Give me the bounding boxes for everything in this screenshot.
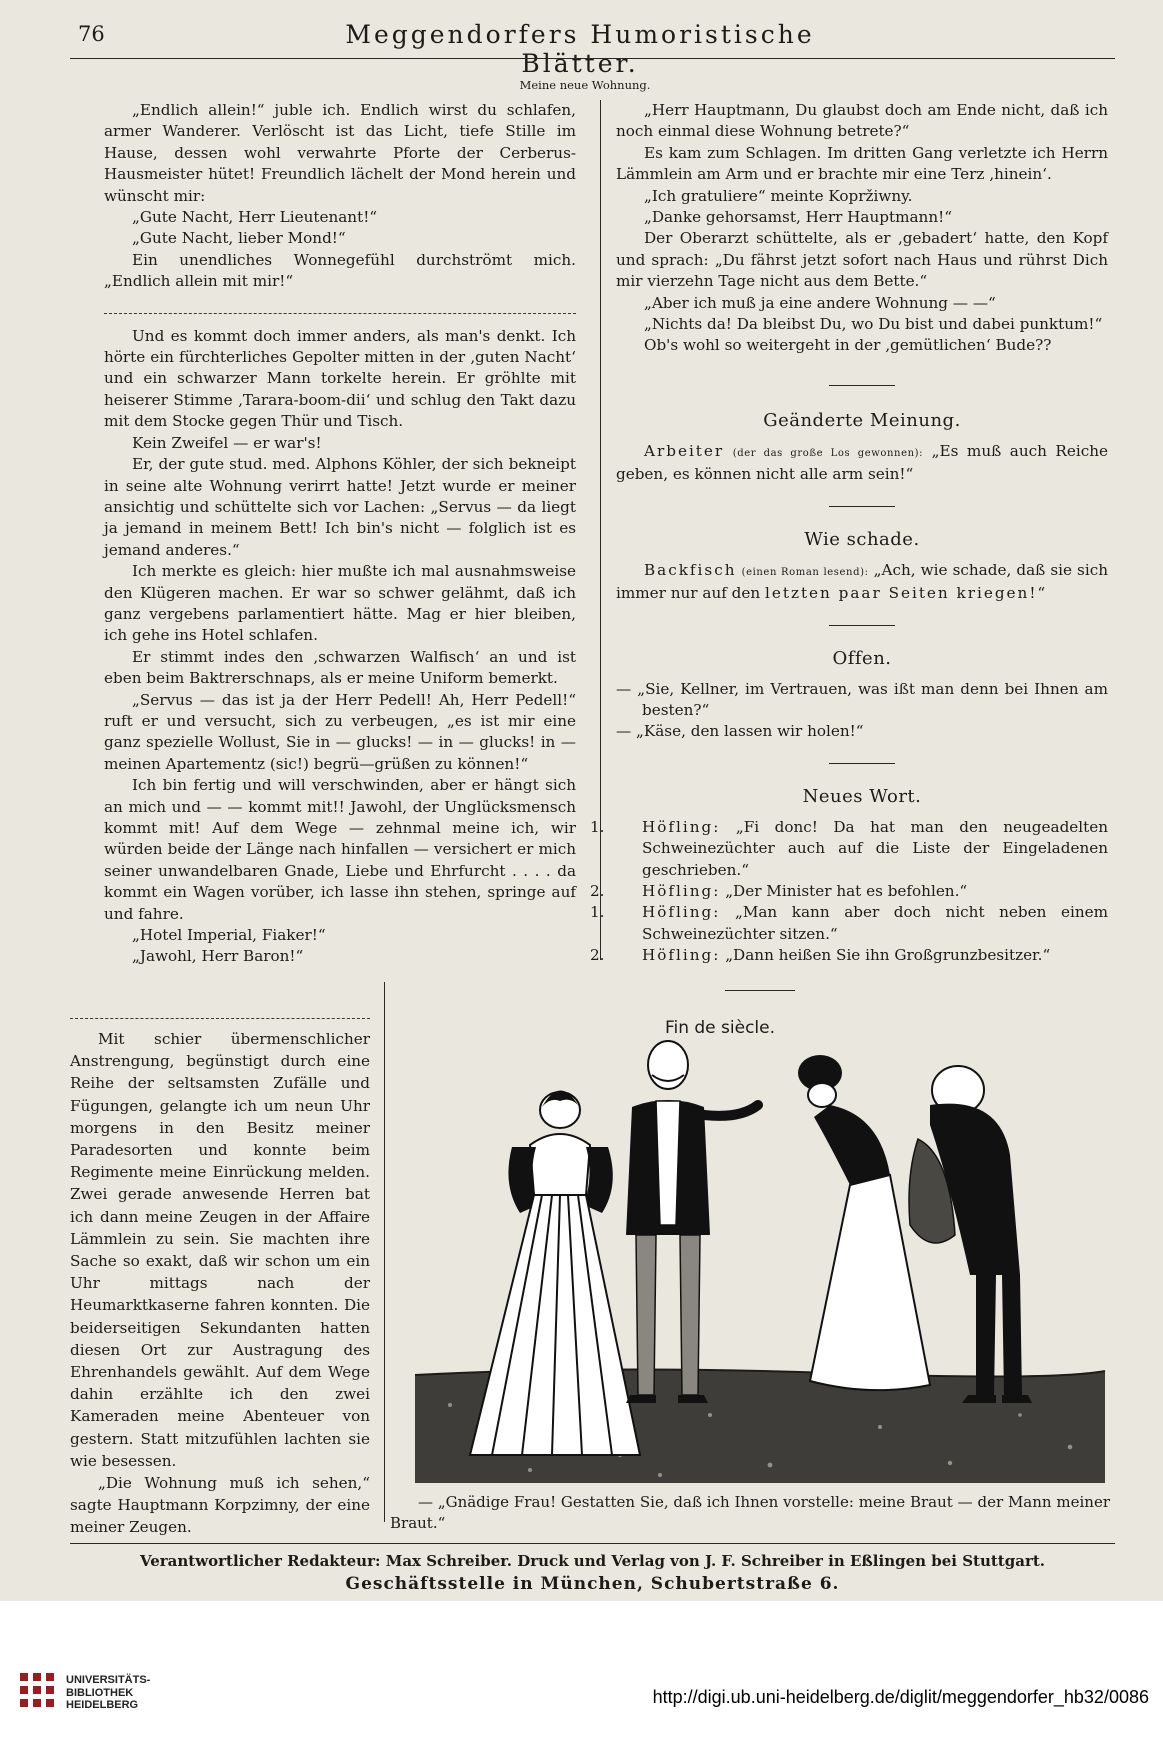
paragraph: Er, der gute stud. med. Alphons Köhler, der sich bekneipt in seine alte Wohnung verirrt hatte! Jetzt wurde er meiner ansichtig und schüttelte sich vor Lachen: „Servus — da liegt ja jemand in meinem Bett! Ich bin's nicht — folglich ist es jemand anderes.“ (104, 455, 576, 559)
paragraph: Der Oberarzt schüttelte, als er ‚gebadert‘ hatte, den Kopf und sprach: „Du fährst jetzt sofort nach Haus und rührst Dich mir vierzehn Tage nicht aus dem Bette.“ (616, 229, 1108, 291)
dialogue-line: — „Käse, den lassen wir holen!“ (616, 722, 864, 741)
stage-note: (der das große Los gewonnen): (732, 447, 924, 459)
paragraph: Kein Zweifel — er war's! (132, 433, 322, 452)
illustration-caption: — „Gnädige Frau! Gestatten Sie, daß ich Ihnen vorstelle: meine Braut — der Mann meiner Braut.“ (390, 1493, 1110, 1532)
section-separator (829, 506, 895, 507)
stage-note: (einen Roman lesend): (741, 566, 869, 578)
dialogue-line: — „Sie, Kellner, im Vertrauen, was ißt man denn bei Ihnen am besten?“ (616, 679, 1108, 719)
dashed-separator (104, 313, 576, 314)
groom-figure (626, 1041, 758, 1403)
dashed-separator (70, 1018, 370, 1019)
speaker: Arbeiter (644, 441, 725, 460)
gentleman-figure (909, 1066, 1032, 1403)
paragraph: Ob's wohl so weitergeht in der ‚gemütlichen‘ Bude?? (644, 336, 1052, 355)
section-title-offen: Offen. (832, 647, 892, 669)
column-left-top (104, 100, 576, 968)
paragraph: „Servus — das ist ja der Herr Pedell! Ah, Herr Pedell!“ ruft er und versucht, sich zu verbeugen, „es ist mir eine ganz spezielle Wollust, Sie in — glucks! — in — glucks! in — meinen Apartementz (sic!) begrü—grüßen zu können!“ (104, 690, 576, 773)
dialogue-item: 2. Höfling: „Der Minister hat es befohlen.“ (590, 881, 968, 900)
paragraph: „Nichts da! Da bleibst Du, wo Du bist und dabei punktum!“ (644, 315, 1103, 334)
paragraph: „Herr Hauptmann, Du glaubst doch am Ende nicht, daß ich noch einmal diese Wohnung betrete?“ (616, 101, 1108, 141)
section-separator (829, 625, 895, 626)
paragraph: „Gute Nacht, Herr Lieutenant!“ (132, 208, 378, 227)
paragraph: Und es kommt doch immer anders, als man's denkt. Ich hörte ein fürchterliches Gepolter mitten in der ‚guten Nacht‘ und ein schwarzer Mann torkelte herein. Er gröhlte mit heiserer Stimme ‚Tarara-boom-dii‘ und schlug den Takt dazu mit dem Stocke gegen Thür und Tisch. (104, 326, 576, 431)
paragraph: Mit schier übermenschlicher Anstrengung, begünstigt durch eine Reihe der seltsamsten Zufälle und Fügungen, gelangte ich um neun Uhr morgens in den Besitz meiner Paradesorten und konnte beim Regimente meine Einrückung melden. Zwei gerade anwesende Herren bat ich dann meine Zeugen in der Affaire Lämmlein zu sein. Sie machten ihre Sache so exakt, daß wir schon um ein Uhr mittags nach der Heumarktkaserne fahren konnten. Die beiderseitigen Sekundanten hatten diesen Ort zur Austragung des Ehrenhandels gewählt. Auf dem Wege dahin erzählte ich den zwei Kameraden meine Abenteuer von gestern. Statt mitzufühlen lachten sie wie besessen. (70, 1030, 370, 1470)
dialogue-item: 2. Höfling: „Dann heißen Sie ihn Großgrunzbesitzer.“ (590, 946, 1051, 965)
imprint-line-2: Geschäftsstelle in München, Schubertstraße 6. (345, 1574, 840, 1594)
dialogue-item: 1. Höfling: „Man kann aber doch nicht neben einem Schweinezüchter sitzen.“ (590, 903, 1109, 943)
quote: „Es muß auch Reiche geben, es können nicht alle arm sein!“ (616, 441, 1108, 484)
dialogue-list (590, 817, 1109, 967)
section-title-wort: Neues Wort. (802, 785, 922, 807)
paragraph: Es kam zum Schlagen. Im dritten Gang verletzte ich Herrn Lämmlein am Arm und er brachte mir eine Terz ‚hinein‘. (616, 143, 1108, 184)
bride-figure (470, 1090, 640, 1455)
anecdote-meinung (616, 441, 1108, 486)
story-title: Meine neue Wohnung. (519, 78, 651, 92)
anecdote-schade (616, 560, 1108, 605)
section-title-schade: Wie schade. (804, 528, 920, 550)
paragraph: „Gute Nacht, lieber Mond!“ (132, 229, 346, 248)
paragraph: „Danke gehorsamst, Herr Hauptmann!“ (644, 208, 952, 227)
speaker: Backfisch (644, 560, 737, 579)
library-name: UNIVERSITÄTS- BIBLIOTHEK HEIDELBERG (66, 1674, 151, 1711)
paragraph: Er stimmt indes den ‚schwarzen Walfisch‘ an und ist eben beim Baktrerschnaps, als er meine Uniform bemerkt. (104, 647, 576, 688)
section-separator (829, 385, 895, 386)
imprint-line-1: Verantwortlicher Redakteur: Max Schreiber. Druck und Verlag von J. F. Schreiber in Eßlingen bei Stuttgart. (139, 1552, 1046, 1570)
magazine-title: Meggendorfers Humoristische Blätter. (345, 20, 815, 78)
section-title-meinung: Geänderte Meinung. (763, 409, 961, 431)
column-left-narrow (70, 1028, 370, 1539)
imprint-rule (70, 1543, 1115, 1544)
page-number: 76 (78, 22, 105, 46)
illustration-fin-de-siecle (410, 1035, 1110, 1485)
paragraph: „Hotel Imperial, Fiaker!“ (132, 926, 326, 945)
illustration-separator (725, 990, 795, 991)
paragraph: Ich bin fertig und will verschwinden, aber er hängt sich an mich und — — kommt mit!! Jawohl, der Unglücksmensch kommt mit! Auf dem Wege — zehnmal meine ich, wir würden beide der Länge nach hinfallen — versichert er mich seiner unwandelbaren Gnade, Liebe und Ehrfurcht . . . . da kommt ein Wagen vorüber, ich lasse ihn stehen, springe auf und fahre. (104, 776, 576, 923)
paragraph: „Die Wohnung muß ich sehen,“ sagte Hauptmann Korpzimny, der eine meiner Zeugen. (70, 1474, 370, 1537)
library-footer (0, 1601, 1163, 1748)
section-separator (829, 763, 895, 764)
library-logo-icon (20, 1673, 54, 1707)
paragraph: „Jawohl, Herr Baron!“ (132, 947, 304, 966)
paragraph: Ich merkte es gleich: hier mußte ich mal ausnahmsweise den Klügeren machen. Er war so schwer gelähmt, daß ich ganz vergebens parlamentiert hätte. Mag er hier bleiben, ich gehe ins Hotel schlafen. (104, 562, 576, 645)
paragraph: „Aber ich muß ja eine andere Wohnung — —“ (644, 293, 996, 312)
quote: „Ach, wie schade, daß sie sich immer nur auf den (616, 560, 1108, 603)
quote-spaced: letzten paar Seiten kriegen!“ (765, 584, 1048, 603)
narrow-column-divider (384, 982, 385, 1522)
paragraph: „Endlich allein!“ juble ich. Endlich wirst du schlafen, armer Wanderer. Verlöscht ist das Licht, tiefe Stille im Hause, dessen wohl verwahrte Pforte der Cerberus-Hausmeister hütet! Freundlich lächelt der Mond herein und wünscht mir: (104, 101, 576, 205)
illustration-title: Fin de siècle. (664, 1018, 776, 1038)
header-rule (70, 58, 1115, 59)
dialogue-item: 1. Höfling: „Fi donc! Da hat man den neugeadelten Schweinezüchter auch auf die Liste der Eingeladenen geschrieben.“ (590, 817, 1109, 879)
source-url[interactable]: http://digi.ub.uni-heidelberg.de/diglit/meggendorfer_hb32/0086 (652, 1687, 1149, 1707)
column-right (590, 100, 1109, 967)
paragraph: „Ich gratuliere“ meinte Kopržiwny. (644, 186, 913, 205)
paragraph: Ein unendliches Wonnegefühl durchströmt mich. „Endlich allein mit mir!“ (104, 250, 576, 291)
